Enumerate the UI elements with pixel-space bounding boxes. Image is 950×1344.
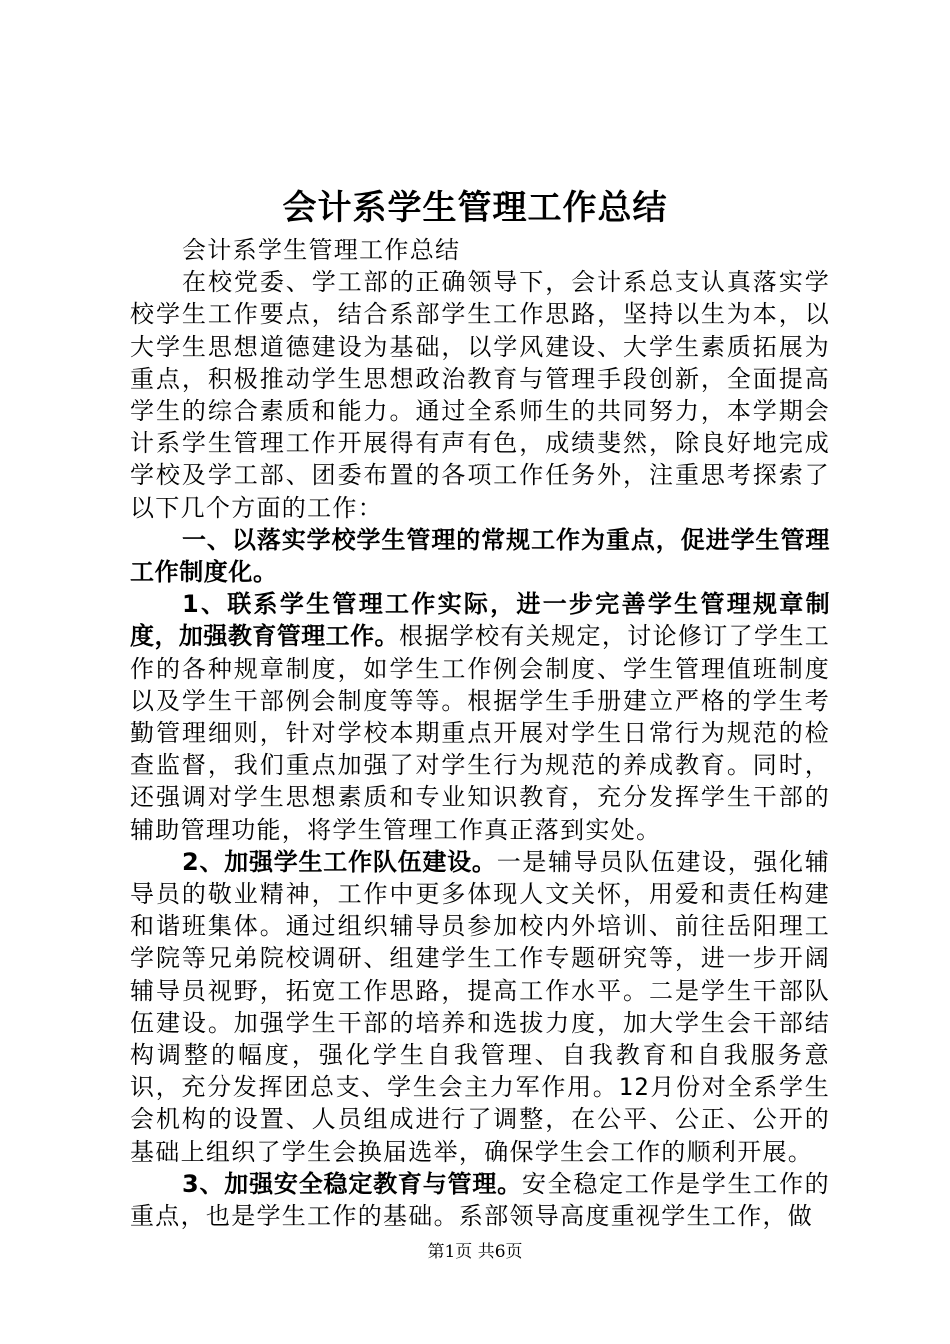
paragraph-text: 一是辅导员队伍建设，强化辅导员的敬业精神，工作中更多体现人文关怀，用爱和责任构建和谐班集体。通过组织辅导员参加校内外培训、前往岳阳理工学院等兄弟院校调研、组建学生工作专题研究等，进一步开阔辅导员视野，拓宽工作思路，提高工作水平。二是学生干部队伍建设。加强学生干部的培养和选拔力度，加大学生会干部结构调整的幅度，强化学生自我管理、自我教育和自我服务意识，充分发挥团总支、学生会主力军作用。12月份对全系学生会机构的设置、人员组成进行了调整，在公平、公正、公开的基础上组织了学生会换届选举，确保学生会工作的顺利开展。 — [130, 847, 830, 1166]
item-lead: 3、加强安全稳定教育与管理。 — [182, 1169, 522, 1198]
paragraph-text: 根据学校有关规定，讨论修订了学生工作的各种规章制度，如学生工作例会制度、学生管理值班制度以及学生干部例会制度等等。根据学生手册建立严格的学生考勤管理细则，针对学校本期重点开展对学生日常行为规范的检查监督，我们重点加强了对学生行为规范的养成教育。同时，还强调对学生思想素质和专业知识教育，充分发挥学生干部的辅助管理功能，将学生管理工作真正落到实处。 — [130, 622, 830, 844]
paragraph-text: 会计系学生管理工作总结 — [182, 236, 461, 264]
section-heading — [130, 524, 830, 588]
intro-paragraph — [130, 266, 830, 524]
item-lead: 2、加强学生工作队伍建设。 — [182, 847, 497, 876]
subtitle-paragraph — [130, 234, 830, 266]
item-lead: 1、联系学生管理工作实际，进一步完善学生管理规章制度，加强教育管理工作。 — [130, 590, 830, 651]
item-paragraph-1 — [130, 588, 830, 846]
document-body — [130, 234, 830, 1232]
paragraph-text: 在校党委、学工部的正确领导下，会计系总支认真落实学校学生工作要点，结合系部学生工作思路，坚持以生为本，以大学生思想道德建设为基础，以学风建设、大学生素质拓展为重点，积极推动学生思想政治教育与管理手段创新，全面提高学生的综合素质和能力。通过全系师生的共同努力，本学期会计系学生管理工作开展得有声有色，成绩斐然，除良好地完成学校及学工部、团委布置的各项工作任务外，注重思考探索了以下几个方面的工作： — [130, 268, 830, 522]
paragraph-text: 安全稳定工作是学生工作的重点，也是学生工作的基础。系部领导高度重视学生工作，做 — [130, 1169, 830, 1231]
heading-text: 一、以落实学校学生管理的常规工作为重点，促进学生管理工作制度化。 — [130, 525, 830, 587]
document-title: 会计系学生管理工作总结 — [282, 188, 668, 228]
page-footer: 第1页 共6页 — [427, 1242, 523, 1262]
item-paragraph-3 — [130, 1168, 830, 1232]
item-paragraph-2 — [130, 846, 830, 1168]
